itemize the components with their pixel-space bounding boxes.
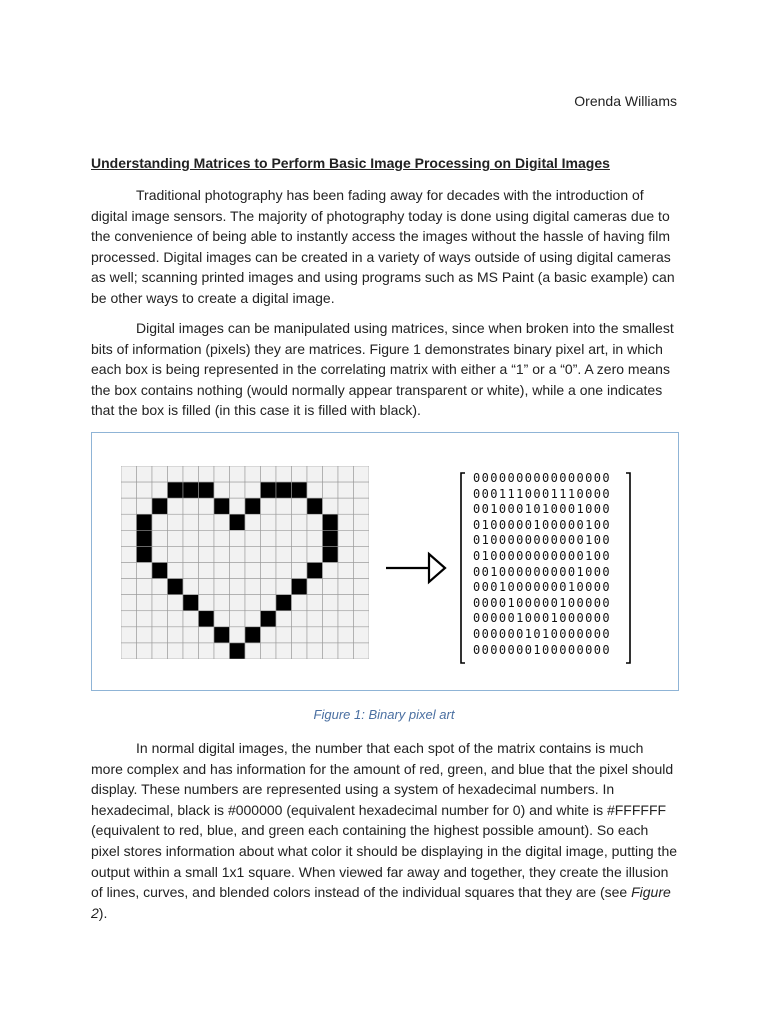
empty-pixel [214,611,230,627]
empty-pixel [214,563,230,579]
empty-pixel [307,627,323,643]
empty-pixel [121,643,137,659]
empty-pixel [137,579,153,595]
empty-pixel [354,514,370,530]
matrix-row: 0001110001110000 [473,486,611,501]
empty-pixel [230,546,246,562]
empty-pixel [292,466,308,482]
empty-pixel [292,595,308,611]
empty-pixel [199,514,215,530]
empty-pixel [261,627,277,643]
pixel-art-grid [121,466,369,659]
empty-pixel [354,530,370,546]
empty-pixel [323,498,339,514]
empty-pixel [214,530,230,546]
paragraph-1 [91,185,679,309]
empty-pixel [137,611,153,627]
empty-pixel [121,611,137,627]
empty-pixel [245,611,261,627]
filled-pixel [214,627,230,643]
figure-1-caption: Figure 1: Binary pixel art [313,707,455,722]
empty-pixel [354,627,370,643]
matrix-row: 0100000100000100 [473,517,611,532]
empty-pixel [152,643,168,659]
empty-pixel [230,498,246,514]
empty-pixel [276,498,292,514]
figure-2-reference: Figure 2 [91,884,671,921]
empty-pixel [199,627,215,643]
empty-pixel [338,595,354,611]
empty-pixel [245,466,261,482]
empty-pixel [183,643,199,659]
empty-pixel [230,466,246,482]
document-title: Understanding Matrices to Perform Basic Image Processing on Digital Images [91,155,610,171]
empty-pixel [307,546,323,562]
empty-pixel [323,563,339,579]
filled-pixel [276,482,292,498]
empty-pixel [276,563,292,579]
empty-pixel [292,643,308,659]
filled-pixel [323,546,339,562]
empty-pixel [338,643,354,659]
paragraph-3 [91,738,679,923]
empty-pixel [292,514,308,530]
filled-pixel [183,595,199,611]
matrix-row: 0100000000000100 [473,533,611,548]
empty-pixel [199,643,215,659]
empty-pixel [230,482,246,498]
empty-pixel [168,563,184,579]
empty-pixel [183,466,199,482]
empty-pixel [307,643,323,659]
empty-pixel [121,466,137,482]
filled-pixel [292,579,308,595]
empty-pixel [137,627,153,643]
filled-pixel [245,498,261,514]
empty-pixel [183,530,199,546]
empty-pixel [230,579,246,595]
empty-pixel [276,611,292,627]
empty-pixel [230,611,246,627]
matrix-row: 0000000100000000 [473,642,611,657]
empty-pixel [354,498,370,514]
empty-pixel [261,563,277,579]
empty-pixel [276,579,292,595]
empty-pixel [214,482,230,498]
empty-pixel [261,466,277,482]
empty-pixel [121,482,137,498]
empty-pixel [261,498,277,514]
empty-pixel [152,546,168,562]
paragraph-2-text: Digital images can be manipulated using matrices, since when broken into the smallest bits of information (pixels) they are matrices. Figure 1 demonstrates binary pixel art, in which each box is being represented in the correlating matrix with either a “1” or a “0”. A zero means the box contains nothing (would normally appear transparent or white), while a one indicates that the box is filled (in this case it is filled with black). [91,320,674,419]
empty-pixel [183,514,199,530]
empty-pixel [261,595,277,611]
empty-pixel [323,611,339,627]
empty-pixel [183,498,199,514]
filled-pixel [307,498,323,514]
empty-pixel [292,546,308,562]
filled-pixel [292,482,308,498]
empty-pixel [121,579,137,595]
filled-pixel [230,643,246,659]
empty-pixel [354,643,370,659]
empty-pixel [323,595,339,611]
matrix-row: 0000000000000000 [473,471,611,485]
filled-pixel [261,482,277,498]
empty-pixel [323,466,339,482]
empty-pixel [245,514,261,530]
empty-pixel [168,514,184,530]
empty-pixel [168,498,184,514]
empty-pixel [199,530,215,546]
filled-pixel [245,627,261,643]
empty-pixel [152,514,168,530]
filled-pixel [323,530,339,546]
empty-pixel [354,563,370,579]
empty-pixel [214,514,230,530]
empty-pixel [354,546,370,562]
filled-pixel [168,482,184,498]
empty-pixel [245,546,261,562]
empty-pixel [245,482,261,498]
empty-pixel [121,498,137,514]
empty-pixel [183,563,199,579]
empty-pixel [276,627,292,643]
empty-pixel [121,546,137,562]
empty-pixel [292,627,308,643]
filled-pixel [230,514,246,530]
empty-pixel [338,579,354,595]
filled-pixel [137,546,153,562]
empty-pixel [199,546,215,562]
empty-pixel [121,627,137,643]
empty-pixel [230,627,246,643]
empty-pixel [354,579,370,595]
matrix-row: 0000100000100000 [473,595,611,610]
empty-pixel [323,579,339,595]
paragraph-3-end: ). [98,904,108,921]
matrix-row: 0010001010001000 [473,502,611,517]
empty-pixel [168,627,184,643]
empty-pixel [137,482,153,498]
empty-pixel [152,611,168,627]
empty-pixel [245,563,261,579]
filled-pixel [137,514,153,530]
empty-pixel [338,498,354,514]
filled-pixel [183,482,199,498]
empty-pixel [354,466,370,482]
filled-pixel [199,611,215,627]
empty-pixel [354,611,370,627]
empty-pixel [276,546,292,562]
empty-pixel [199,595,215,611]
empty-pixel [214,466,230,482]
empty-pixel [338,466,354,482]
empty-pixel [214,643,230,659]
empty-pixel [354,482,370,498]
empty-pixel [168,595,184,611]
empty-pixel [245,530,261,546]
empty-pixel [121,530,137,546]
empty-pixel [261,546,277,562]
empty-pixel [214,546,230,562]
empty-pixel [338,627,354,643]
empty-pixel [338,530,354,546]
matrix-row: 0000001010000000 [473,626,611,641]
empty-pixel [338,514,354,530]
empty-pixel [323,482,339,498]
empty-pixel [307,514,323,530]
filled-pixel [276,595,292,611]
paragraph-3-text: In normal digital images, the number that each spot of the matrix contains is much more complex and has information for the amount of red, green, and blue that the pixel should display. These numbers are represented using a system of hexadecimal numbers. In hexadecimal, black is #000000 (equivalent hexadecimal number for 0) and white is #FFFFFF (equivalent to red, blue, and green each containing the highest possible amount). So each pixel stores information about what color it should be displaying in the digital image, putting the output within a small 1x1 square. When viewed far away and together, they create the illusion of lines, curves, and blended colors instead of the individual squares that they are (see [91,740,678,901]
empty-pixel [276,466,292,482]
empty-pixel [152,466,168,482]
empty-pixel [292,563,308,579]
empty-pixel [152,595,168,611]
paragraph-1-text: Traditional photography has been fading away for decades with the introduction of digital image sensors. The majority of photography today is done using digital cameras due to the convenience of being able to instantly access the images without the hassle of having film processed. Digital images can be created in a variety of ways outside of using digital cameras as well; scanning printed images and using programs such as MS Paint (a basic example) can be other ways to create a digital image. [91,187,675,306]
filled-pixel [168,579,184,595]
empty-pixel [261,579,277,595]
filled-pixel [214,498,230,514]
empty-pixel [168,643,184,659]
empty-pixel [323,627,339,643]
empty-pixel [183,546,199,562]
empty-pixel [245,595,261,611]
empty-pixel [307,482,323,498]
empty-pixel [338,611,354,627]
empty-pixel [230,563,246,579]
matrix-row: 0001000000010000 [473,580,611,595]
empty-pixel [307,579,323,595]
filled-pixel [137,530,153,546]
empty-pixel [137,595,153,611]
empty-pixel [245,579,261,595]
matrix-row: 0000010001000000 [473,611,611,626]
filled-pixel [261,611,277,627]
empty-pixel [137,643,153,659]
empty-pixel [338,482,354,498]
empty-pixel [168,466,184,482]
matrix-row: 0100000000000100 [473,548,611,563]
empty-pixel [276,643,292,659]
filled-pixel [307,563,323,579]
empty-pixel [230,595,246,611]
empty-pixel [214,595,230,611]
empty-pixel [338,546,354,562]
empty-pixel [261,643,277,659]
empty-pixel [183,627,199,643]
filled-pixel [323,514,339,530]
empty-pixel [261,530,277,546]
empty-pixel [307,466,323,482]
filled-pixel [152,498,168,514]
empty-pixel [121,563,137,579]
empty-pixel [137,466,153,482]
empty-pixel [152,530,168,546]
empty-pixel [137,498,153,514]
empty-pixel [199,466,215,482]
empty-pixel [307,611,323,627]
empty-pixel [245,643,261,659]
empty-pixel [338,563,354,579]
empty-pixel [307,530,323,546]
empty-pixel [168,611,184,627]
empty-pixel [152,627,168,643]
empty-pixel [137,563,153,579]
empty-pixel [152,579,168,595]
empty-pixel [168,546,184,562]
empty-pixel [199,579,215,595]
paragraph-2 [91,318,679,421]
empty-pixel [261,514,277,530]
empty-pixel [121,595,137,611]
empty-pixel [199,498,215,514]
empty-pixel [292,498,308,514]
binary-matrix [473,471,611,658]
empty-pixel [199,563,215,579]
empty-pixel [183,611,199,627]
empty-pixel [354,595,370,611]
empty-pixel [230,530,246,546]
right-arrow-icon [383,548,453,588]
matrix-row: 0010000000001000 [473,564,611,579]
empty-pixel [183,579,199,595]
empty-pixel [292,611,308,627]
empty-pixel [168,530,184,546]
author-name: Orenda Williams [574,93,677,109]
empty-pixel [292,530,308,546]
empty-pixel [307,595,323,611]
empty-pixel [121,514,137,530]
empty-pixel [276,530,292,546]
filled-pixel [152,563,168,579]
empty-pixel [214,579,230,595]
empty-pixel [323,643,339,659]
filled-pixel [199,482,215,498]
empty-pixel [152,482,168,498]
empty-pixel [276,514,292,530]
